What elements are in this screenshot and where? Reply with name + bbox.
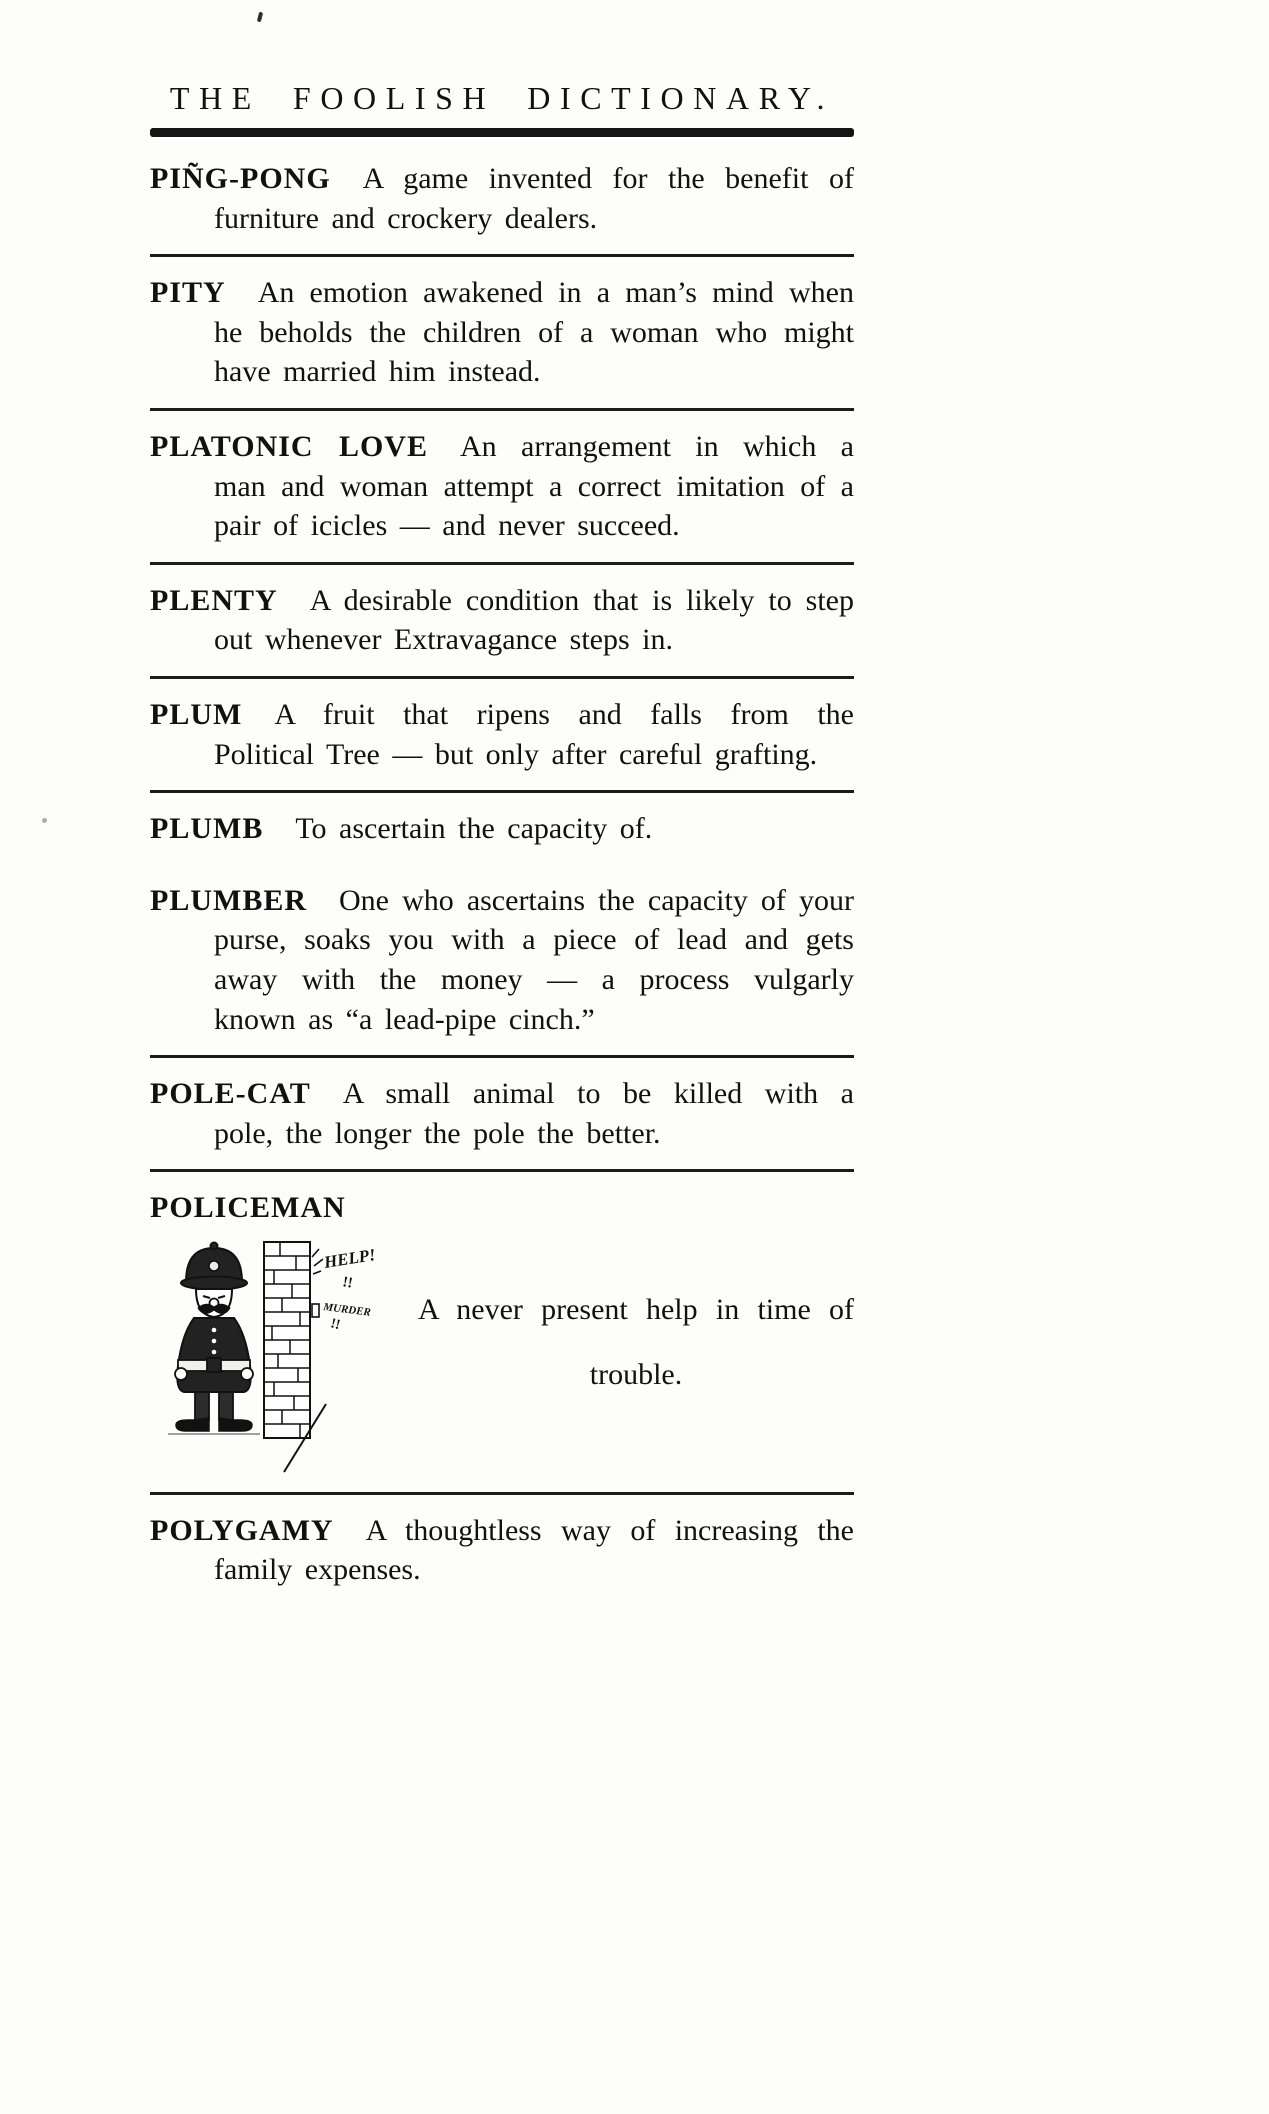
entry-plenty [150,565,854,676]
entry-paragraph [150,809,854,849]
entry-term: PIÑG-PONG [150,162,331,195]
entry-plumb [150,793,854,865]
brick-wall-icon [264,1242,326,1472]
entry-term: PLATONIC LOVE [150,429,428,463]
entry-definition: To ascertain the capacity of. [295,812,653,846]
entry-term: POLYGAMY [150,1513,334,1547]
entry-term: PLENTY [150,583,278,617]
entry-paragraph [150,427,854,546]
entry-term: POLICEMAN [150,1191,346,1225]
policeman-figure [150,1238,854,1476]
murder-text: MURDER [322,1300,372,1319]
entry-definition [404,1238,854,1476]
entry-term: PLUM [150,697,243,731]
entry-definition: A game invented for the benefit of furniture and crockery dealers. [214,162,854,235]
entry-paragraph [150,1511,854,1590]
entry-definition: An emotion awakened in a man’s mind when he beholds the children of a woman who might have married him instead. [214,276,854,389]
title-rule [150,128,854,137]
entry-paragraph [150,159,854,238]
entry-paragraph [150,273,854,392]
entry-polygamy [150,1495,854,1606]
entry-ping-pong [150,143,854,254]
entry-term: PLUMB [150,812,264,846]
help-exclaim-marks: !! [341,1274,354,1292]
entry-pity [150,257,854,408]
entry-term: POLE-CAT [150,1077,311,1111]
page-title: THE FOOLISH DICTIONARY. [169,80,835,116]
entry-definition: A small animal to be killed with a pole, the longer the pole the better. [214,1077,854,1150]
entry-definition: An arrangement in which a man and woman attempt a correct imitation of a pair of icicles — and never succeed. [214,429,855,543]
entry-paragraph [150,695,854,774]
entry-paragraph [150,581,854,660]
entry-definition: A fruit that ripens and falls from the Political Tree — but only after careful grafting. [214,697,854,771]
page-content [150,80,854,1606]
entry-policeman [150,1172,854,1492]
entry-definition: One who ascertains the capacity of your purse, soaks you with a piece of lead and gets away with the money — a process vulgarly known as “a lead-pipe cinch.” [214,883,854,1036]
entry-term: PLUMBER [150,883,307,917]
entry-term: PITY [150,276,226,310]
definition-line-1: A never present help in time of [418,1292,854,1326]
page-header [150,80,854,137]
entry-paragraph [150,881,854,1039]
policeman-icon [168,1242,260,1434]
definition-line-2: trouble. [589,1358,683,1392]
policeman-illustration [162,1238,404,1476]
help-cries-icon [312,1245,377,1333]
entry-definition: A desirable condition that is likely to step out whenever Extravagance steps in. [214,583,854,657]
scan-speck [257,12,263,23]
entry-platonic-love [150,411,854,562]
help-text: HELP! [322,1244,377,1272]
entry-paragraph [150,1188,854,1228]
entry-plum [150,679,854,790]
scan-speck [42,818,47,823]
entry-definition: A thoughtless way of increasing the family expenses. [214,1513,854,1587]
entry-plumber [150,865,854,1055]
entry-paragraph [150,1074,854,1153]
murder-exclaim-marks: !! [329,1316,342,1334]
entry-pole-cat [150,1058,854,1169]
